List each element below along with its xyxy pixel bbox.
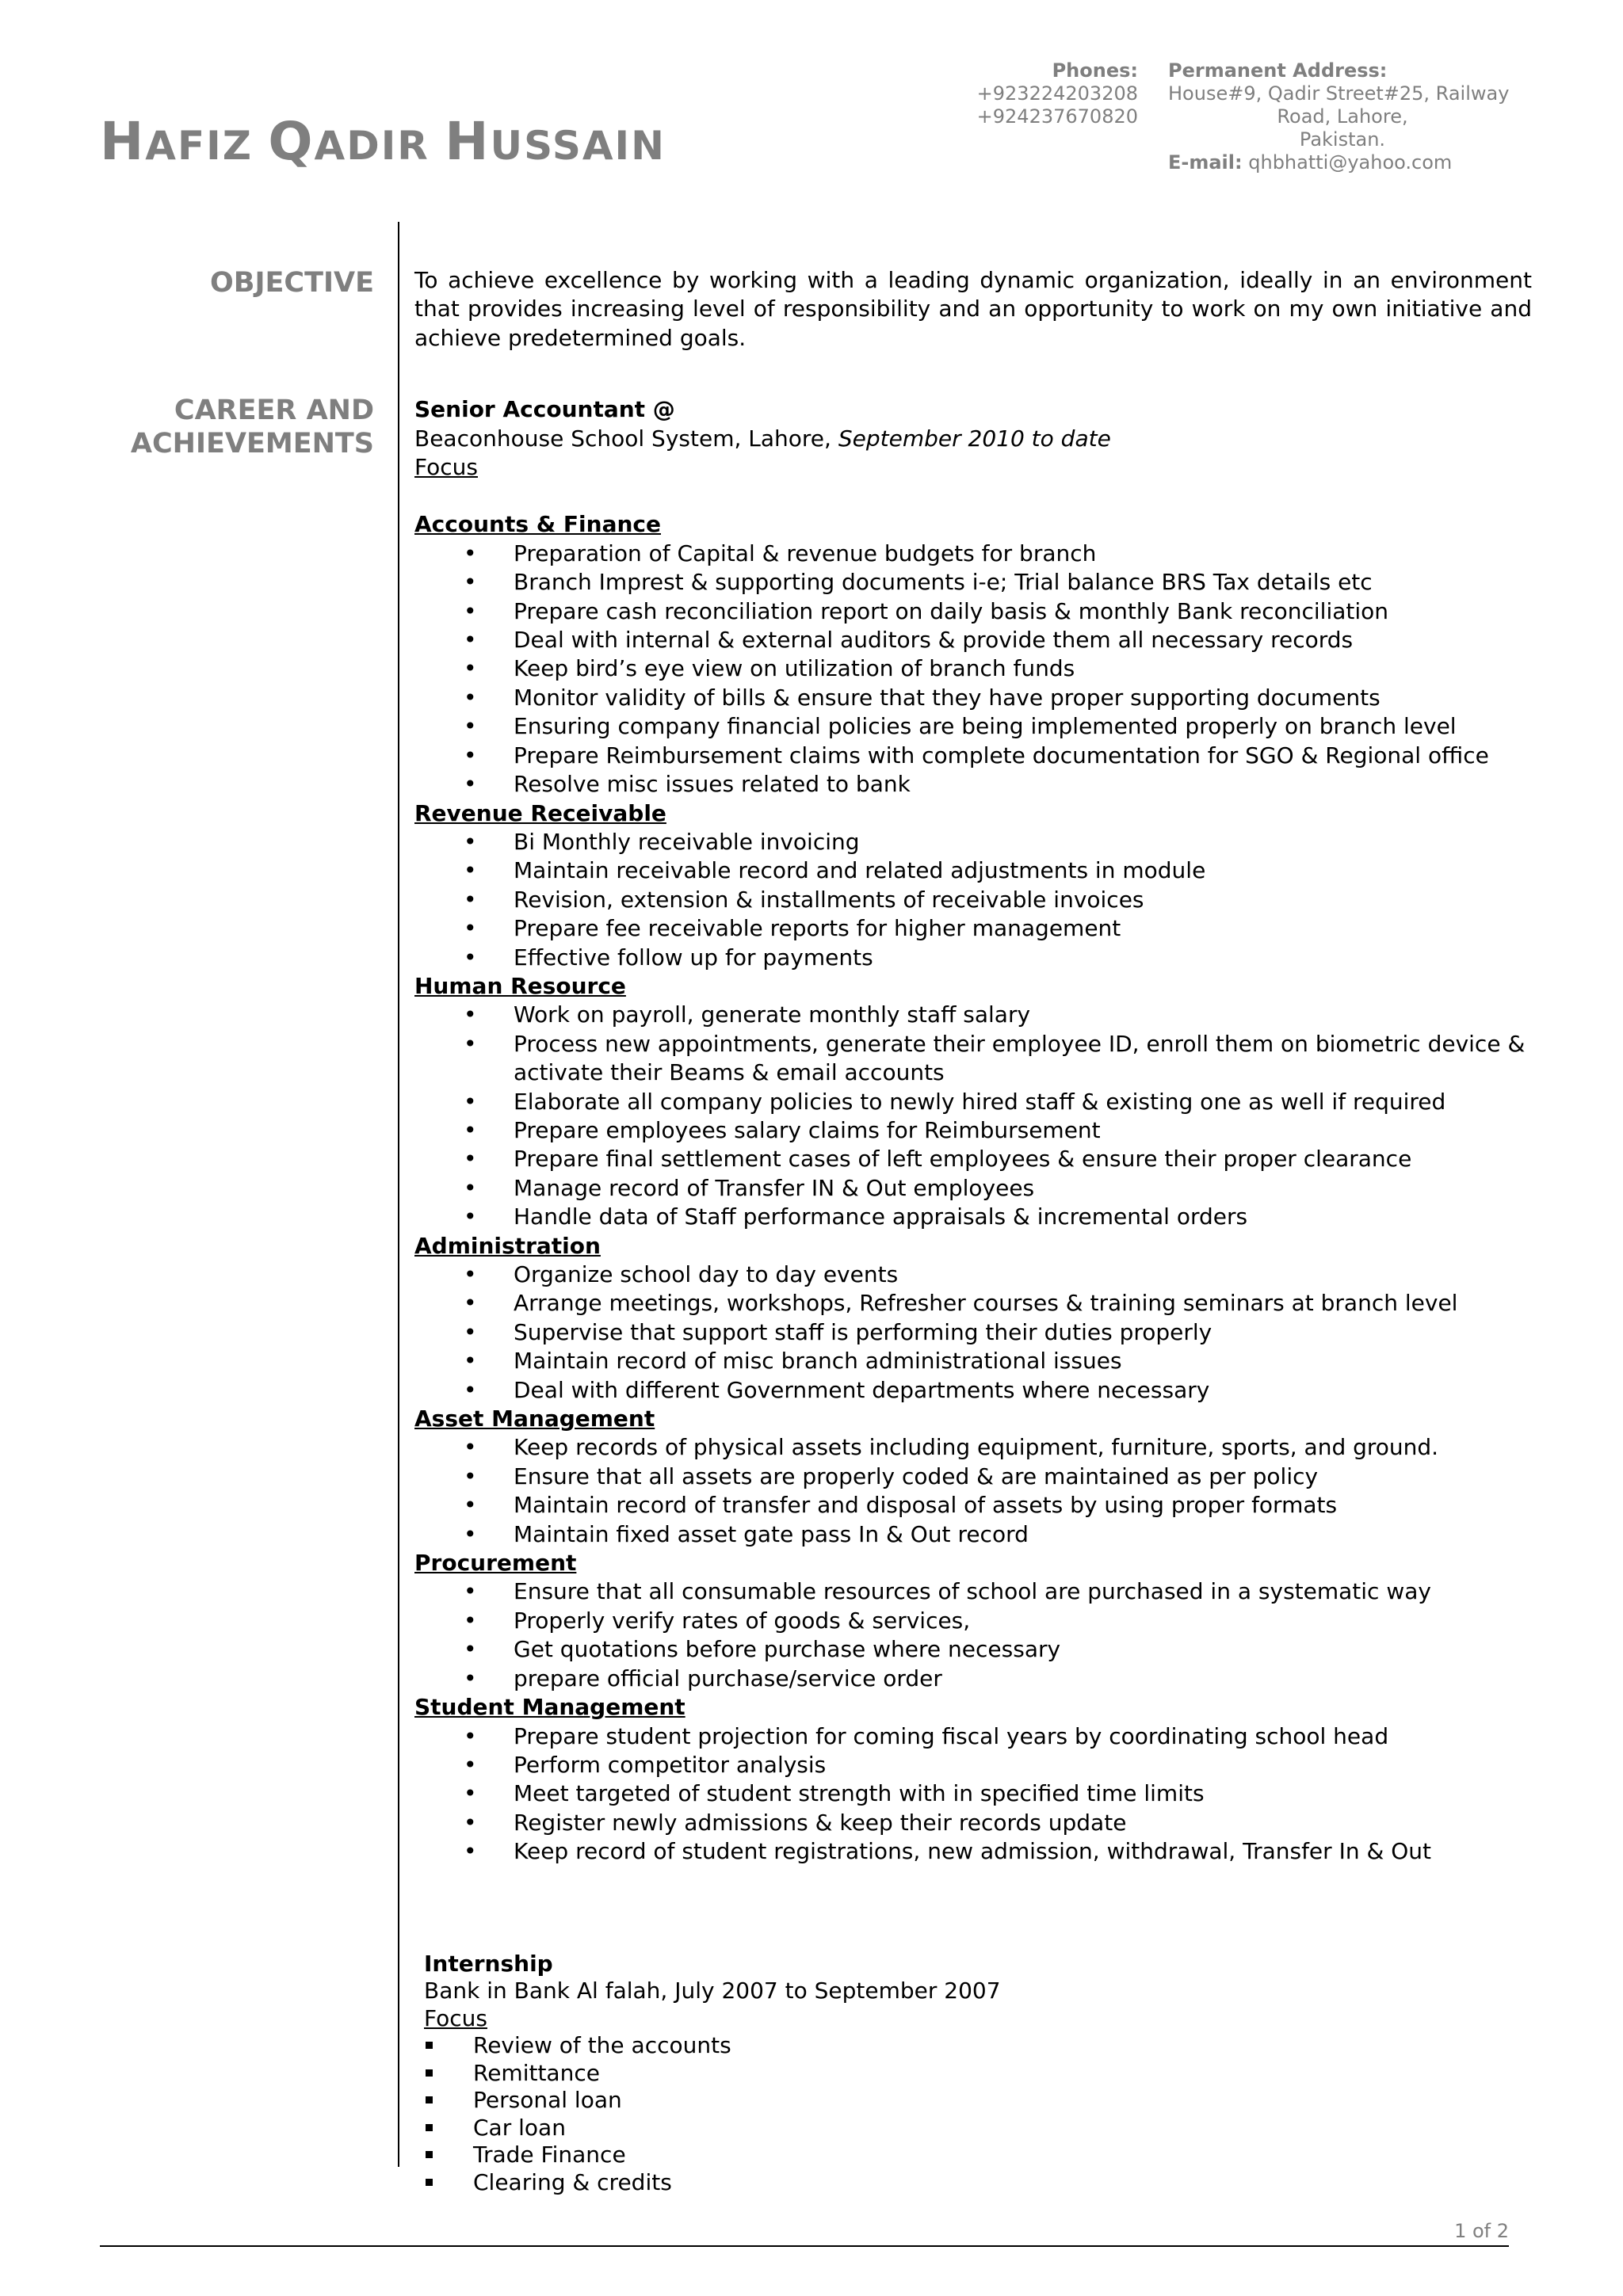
page-number: 1 of 2 xyxy=(1454,2220,1509,2242)
main-content xyxy=(414,266,1532,2196)
category-list xyxy=(414,828,1532,972)
list-item: • Get quotations before purchase where necessary xyxy=(414,1635,1532,1664)
category-list xyxy=(414,540,1532,799)
job-title: Senior Accountant @ xyxy=(414,396,675,423)
list-item: • Work on payroll, generate monthly staff salary xyxy=(414,1001,1532,1029)
list-item: • Maintain record of misc branch administrational issues xyxy=(414,1347,1532,1375)
category-heading: Human Resource xyxy=(414,972,626,999)
list-item: • Manage record of Transfer IN & Out employees xyxy=(414,1174,1532,1203)
job-entry xyxy=(414,395,1532,1866)
career-heading-line-2: ACHIEVEMENTS xyxy=(130,428,374,460)
candidate-name: HAFIZ QADIR HUSSAIN xyxy=(100,111,666,172)
internship-list xyxy=(424,2032,1532,2196)
category-list xyxy=(414,1577,1532,1693)
phone-number-2: +924237670820 xyxy=(976,105,1138,128)
category-heading: Revenue Receivable xyxy=(414,799,666,826)
category-heading: Student Management xyxy=(414,1694,685,1721)
list-item: • Keep records of physical assets including equipment, furniture, sports, and ground. xyxy=(414,1433,1532,1462)
address-line-1: House#9, Qadir Street#25, Railway xyxy=(1168,82,1510,105)
section-divider xyxy=(398,222,399,2167)
list-item: • Meet targeted of student strength with in specified time limits xyxy=(414,1779,1532,1808)
phone-number-1: +923224203208 xyxy=(976,82,1138,105)
job-employer: Beaconhouse School System, Lahore, xyxy=(414,425,838,452)
address-line-3: Pakistan. xyxy=(1299,128,1386,151)
list-item: • Arrange meetings, workshops, Refresher courses & training seminars at branch level xyxy=(414,1289,1532,1318)
list-item: • Maintain receivable record and related adjustments in module xyxy=(414,856,1532,885)
list-item: • Prepare Reimbursement claims with complete documentation for SGO & Regional office xyxy=(414,742,1532,770)
category-heading: Asset Management xyxy=(414,1405,655,1432)
list-item: Personal loan xyxy=(424,2087,1532,2115)
list-item: • Supervise that support staff is performing their duties properly xyxy=(414,1318,1532,1347)
email-address: qhbhatti@yahoo.com xyxy=(1248,151,1453,174)
list-item: • Ensure that all consumable resources of school are purchased in a systematic way xyxy=(414,1577,1532,1606)
list-item: • Keep record of student registrations, new admission, withdrawal, Transfer In & Out xyxy=(414,1837,1532,1866)
internship-detail: Bank in Bank Al falah, July 2007 to September 2007 xyxy=(424,1978,1001,2004)
list-item: Clearing & credits xyxy=(424,2169,1532,2197)
list-item: • Process new appointments, generate their employee ID, enroll them on biometric device & activate their Beams & email accounts xyxy=(414,1030,1532,1088)
list-item: Remittance xyxy=(424,2060,1532,2088)
footer-rule xyxy=(100,2245,1509,2247)
internship-focus-label: Focus xyxy=(424,2004,487,2031)
list-item: Car loan xyxy=(424,2115,1532,2142)
category-heading: Administration xyxy=(414,1232,601,1259)
email-label: E-mail: xyxy=(1168,151,1243,174)
list-item: • prepare official purchase/service order xyxy=(414,1665,1532,1693)
list-item: • Monitor validity of bills & ensure that they have proper supporting documents xyxy=(414,684,1532,712)
category-heading: Accounts & Finance xyxy=(414,511,662,538)
list-item: • Maintain fixed asset gate pass In & Out record xyxy=(414,1520,1532,1549)
address-lines xyxy=(1168,82,1517,151)
list-item: • Effective follow up for payments xyxy=(414,944,1532,972)
list-item: • Preparation of Capital & revenue budgets for branch xyxy=(414,540,1532,568)
list-item: • Deal with different Government departments where necessary xyxy=(414,1376,1532,1405)
list-item: • Prepare cash reconciliation report on daily basis & monthly Bank reconciliation xyxy=(414,597,1532,626)
email-line xyxy=(1168,151,1517,174)
address-block xyxy=(1168,59,1517,174)
address-line-2: Road, Lahore, xyxy=(1277,105,1408,128)
list-item: • Handle data of Staff performance appraisals & incremental orders xyxy=(414,1203,1532,1231)
category-list xyxy=(414,1433,1532,1549)
category-list xyxy=(414,1261,1532,1405)
list-item: • Ensure that all assets are properly coded & are maintained as per policy xyxy=(414,1463,1532,1491)
list-item: • Branch Imprest & supporting documents i-e; Trial balance BRS Tax details etc xyxy=(414,568,1532,597)
list-item: • Elaborate all company policies to newly hired staff & existing one as well if required xyxy=(414,1088,1532,1116)
list-item: • Deal with internal & external auditors & provide them all necessary records xyxy=(414,626,1532,654)
list-item: • Keep bird’s eye view on utilization of branch funds xyxy=(414,654,1532,683)
list-item: • Prepare fee receivable reports for higher management xyxy=(414,914,1532,943)
list-item: • Properly verify rates of goods & services, xyxy=(414,1607,1532,1635)
internship-entry xyxy=(414,1951,1532,2197)
address-label: Permanent Address: xyxy=(1168,59,1388,82)
list-item: • Perform competitor analysis xyxy=(414,1751,1532,1779)
job-period: September 2010 to date xyxy=(838,425,1111,452)
career-heading-line-1: CAREER AND xyxy=(174,395,374,426)
job-categories xyxy=(414,510,1532,1866)
job-focus-label: Focus xyxy=(414,454,478,481)
objective-heading: OBJECTIVE xyxy=(210,267,374,299)
list-item: • Revision, extension & installments of receivable invoices xyxy=(414,886,1532,914)
list-item: • Prepare employees salary claims for Reimbursement xyxy=(414,1116,1532,1145)
category-list xyxy=(414,1722,1532,1867)
list-item: • Ensuring company financial policies are being implemented properly on branch level xyxy=(414,712,1532,741)
internship-title: Internship xyxy=(424,1950,553,1977)
list-item: • Maintain record of transfer and disposal of assets by using proper formats xyxy=(414,1491,1532,1520)
list-item: • Register newly admissions & keep their records update xyxy=(414,1809,1532,1837)
list-item: • Prepare final settlement cases of left employees & ensure their proper clearance xyxy=(414,1145,1532,1173)
phones-label: Phones: xyxy=(1052,59,1138,82)
category-heading: Procurement xyxy=(414,1550,577,1577)
category-list xyxy=(414,1001,1532,1231)
list-item: • Bi Monthly receivable invoicing xyxy=(414,828,1532,856)
list-item: • Prepare student projection for coming fiscal years by coordinating school head xyxy=(414,1722,1532,1751)
list-item: Trade Finance xyxy=(424,2142,1532,2169)
list-item: • Resolve misc issues related to bank xyxy=(414,770,1532,799)
list-item: • Organize school day to day events xyxy=(414,1261,1532,1289)
phones-block xyxy=(977,59,1138,128)
job-employer-line xyxy=(414,425,1532,453)
career-heading xyxy=(101,394,374,460)
list-item: Review of the accounts xyxy=(424,2032,1532,2060)
objective-text: To achieve excellence by working with a leading dynamic organization, ideally in an environment that provides increasing level of responsibility and an opportunity to work on my own initiative and achieve predetermined goals. xyxy=(414,267,1532,351)
